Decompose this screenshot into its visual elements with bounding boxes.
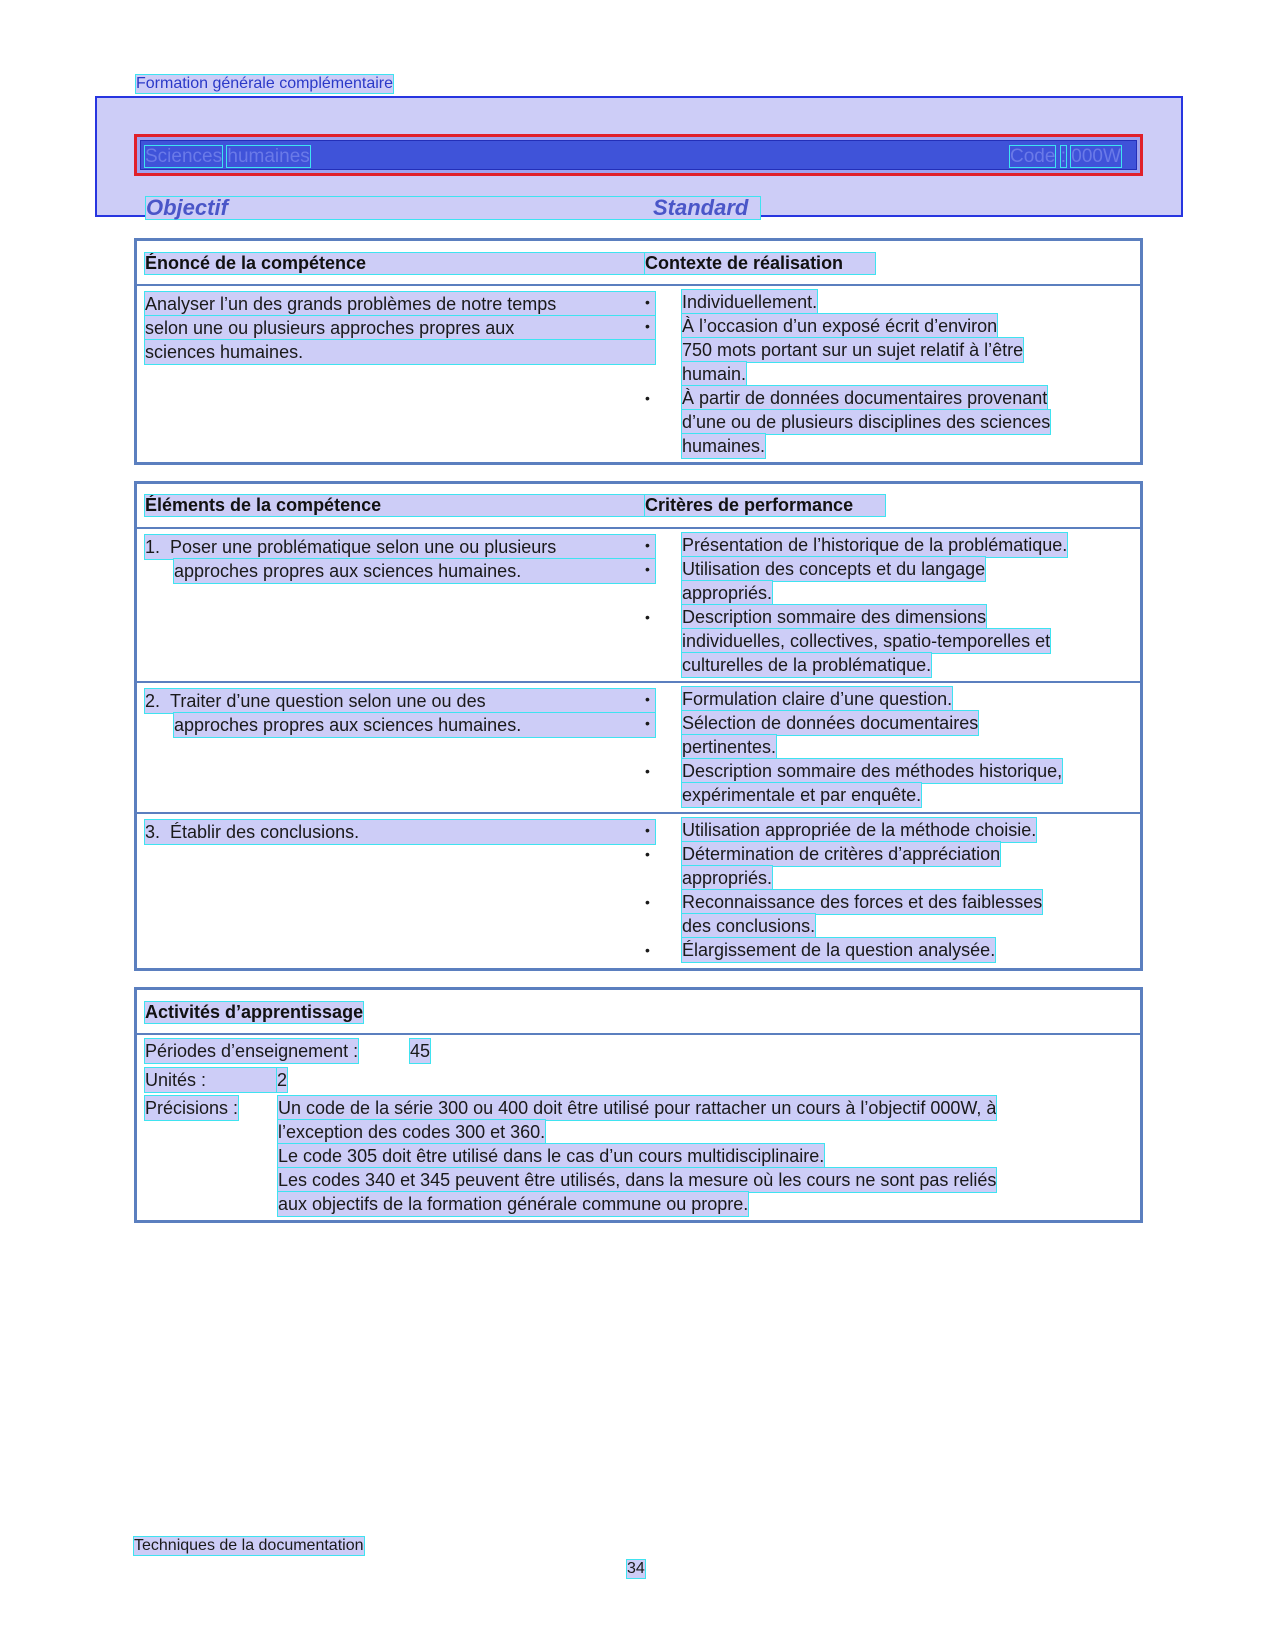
bullet: • — [645, 894, 650, 910]
discipline-name — [145, 146, 310, 168]
criterion-line: Élargissement de la question analysée. — [682, 940, 996, 960]
context-line: humain. — [682, 364, 747, 384]
context-line: 750 mots portant sur un sujet relatif à l’être — [682, 340, 1024, 360]
criterion-line: appropriés. — [682, 868, 773, 888]
statement-line: selon une ou plusieurs approches propres aux — [145, 316, 655, 340]
units-label: Unités : — [145, 1068, 277, 1092]
discipline-name-1: Sciences — [145, 146, 223, 167]
statement-line: sciences humaines. — [145, 340, 655, 364]
statement-header: Énoncé de la compétence — [145, 253, 645, 274]
code-separator: : — [1060, 146, 1066, 167]
criterion-line: Présentation de l’historique de la problématique. — [682, 535, 1068, 555]
running-header: Formation générale complémentaire — [136, 75, 394, 92]
table-divider — [137, 681, 1140, 683]
context-line: Individuellement. — [682, 292, 818, 312]
criterion-line: individuelles, collectives, spatio-temporelles et — [682, 631, 1051, 651]
precisions-line: Les codes 340 et 345 peuvent être utilisés, dans la mesure où les cours ne sont pas reliés — [278, 1170, 997, 1190]
bullet: • — [645, 942, 650, 958]
criterion-line: Reconnaissance des forces et des faiblesses — [682, 892, 1043, 912]
table-divider — [137, 1033, 1140, 1035]
bullet: • — [645, 609, 650, 625]
bullet: • — [645, 715, 650, 731]
criterion-line: Sélection de données documentaires — [682, 713, 979, 733]
element-1-line: approches propres aux sciences humaines. — [174, 559, 655, 583]
units-value: 2 — [277, 1070, 288, 1090]
context-line: À l’occasion d’un exposé écrit d’environ — [682, 316, 998, 336]
precisions-label: Précisions : — [145, 1098, 239, 1118]
element-2-line: approches propres aux sciences humaines. — [174, 713, 655, 737]
criterion-line: appropriés. — [682, 583, 773, 603]
criterion-line: Détermination de critères d’appréciation — [682, 844, 1001, 864]
table-divider — [137, 284, 1140, 286]
activities-header: Activités d’apprentissage — [145, 1002, 364, 1022]
criterion-line: culturelles de la problématique. — [682, 655, 932, 675]
criterion-line: Utilisation des concepts et du langage — [682, 559, 986, 579]
context-line: humaines. — [682, 436, 766, 456]
objectif-label: Objectif — [146, 195, 228, 220]
criterion-line: Description sommaire des méthodes historique, — [682, 761, 1063, 781]
bullet: • — [645, 846, 650, 862]
page-number: 34 — [627, 1560, 645, 1577]
context-line: d’une ou de plusieurs disciplines des sciences — [682, 412, 1051, 432]
criterion-line: expérimentale et par enquête. — [682, 785, 922, 805]
bullet: • — [645, 561, 650, 577]
code-value: 000W — [1071, 146, 1121, 167]
bullet: • — [645, 537, 650, 553]
bullet: • — [645, 691, 650, 707]
statement-line: Analyser l’un des grands problèmes de notre temps — [145, 292, 655, 316]
standard-label: Standard — [653, 195, 749, 220]
bullet: • — [645, 763, 650, 779]
bullet: • — [645, 822, 650, 838]
criterion-line: Utilisation appropriée de la méthode choisie. — [682, 820, 1037, 840]
bullet: • — [645, 390, 650, 406]
table-divider — [137, 812, 1140, 814]
bullet: • — [645, 294, 650, 310]
criterion-line: pertinentes. — [682, 737, 777, 757]
element-1-line: 1. Poser une problématique selon une ou plusieurs — [145, 535, 655, 559]
table-divider — [137, 527, 1140, 529]
criterion-line: des conclusions. — [682, 916, 816, 936]
discipline-name-2: humaines — [227, 146, 310, 167]
elements-header: Éléments de la compétence — [145, 495, 645, 516]
element-3-line: 3. Établir des conclusions. — [145, 820, 655, 844]
periods-label: Périodes d’enseignement : — [145, 1041, 359, 1061]
criterion-line: Description sommaire des dimensions — [682, 607, 987, 627]
precisions-line: Le code 305 doit être utilisé dans le cas d’un cours multidisciplinaire. — [278, 1146, 825, 1166]
footer-title: Techniques de la documentation — [134, 1537, 364, 1554]
bullet: • — [645, 318, 650, 334]
criterion-line: Formulation claire d’une question. — [682, 689, 953, 709]
periods-value: 45 — [410, 1041, 431, 1061]
context-line: À partir de données documentaires provenant — [682, 388, 1048, 408]
criteria-header: Critères de performance — [645, 495, 885, 516]
element-2-line: 2. Traiter d’une question selon une ou des — [145, 689, 655, 713]
code-label — [1010, 146, 1121, 168]
context-header: Contexte de réalisation — [645, 253, 875, 274]
code-label-text: Code — [1010, 146, 1056, 167]
precisions-line: aux objectifs de la formation générale commune ou propre. — [278, 1194, 749, 1214]
precisions-line: l’exception des codes 300 et 360. — [278, 1122, 546, 1142]
precisions-line: Un code de la série 300 ou 400 doit être utilisé pour rattacher un cours à l’objectif 000W, à — [278, 1098, 997, 1118]
